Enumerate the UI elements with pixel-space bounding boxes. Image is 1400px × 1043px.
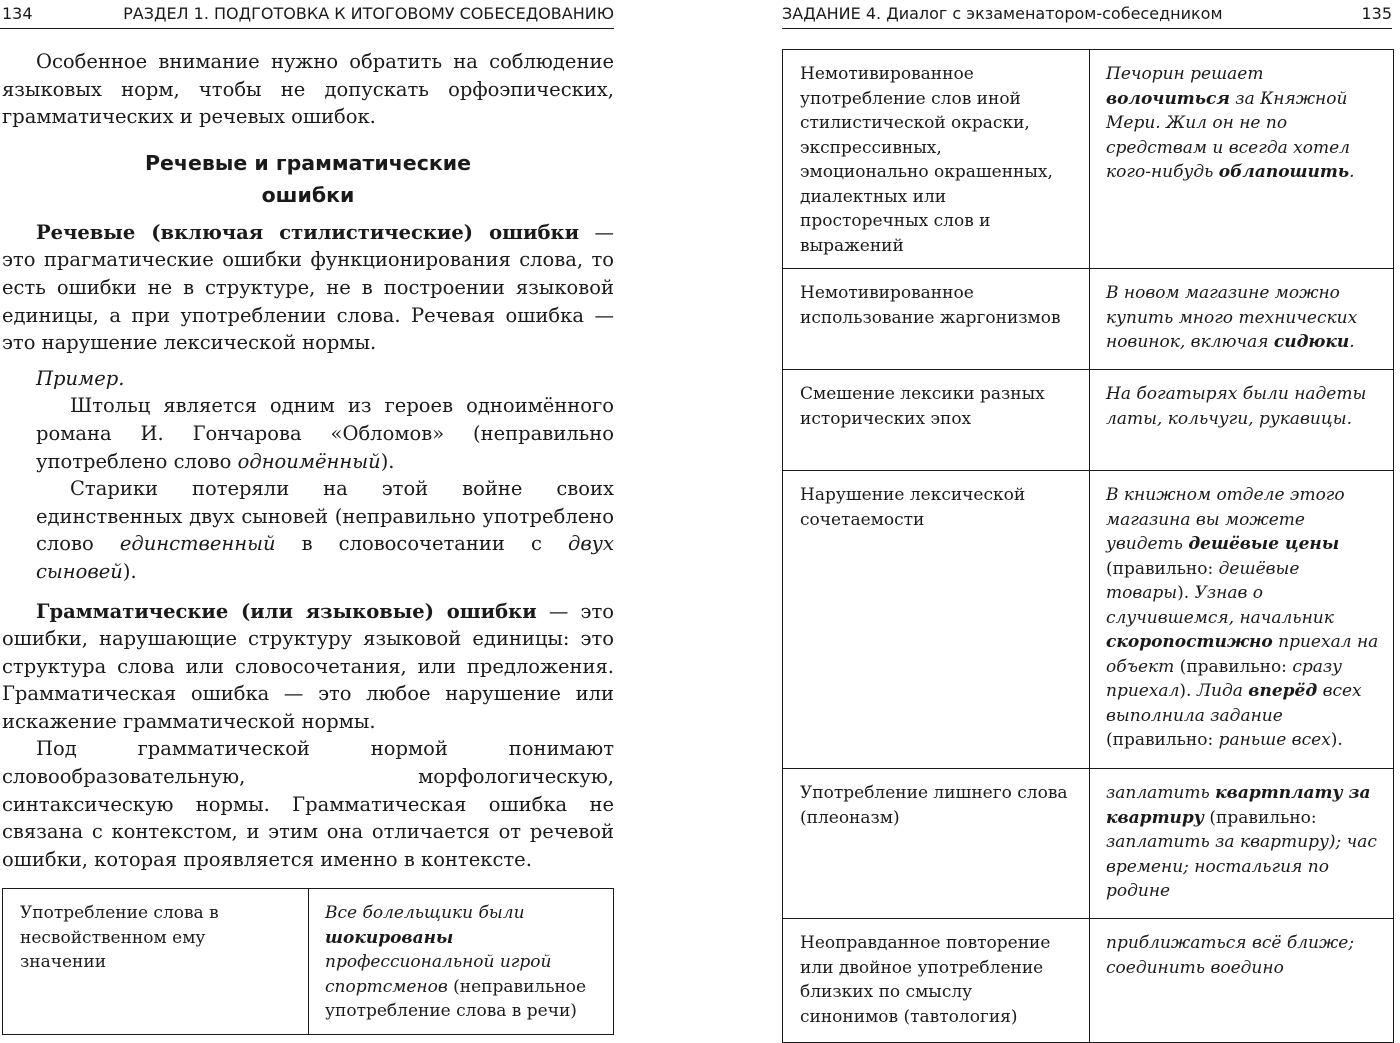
left-running-title: РАЗДЕЛ 1. ПОДГОТОВКА К ИТОГОВОМУ СОБЕСЕДОВАНИЮ (123, 4, 614, 23)
error-example-cell (1090, 769, 1394, 919)
example-part: раньше всех (1218, 730, 1331, 750)
error-example-cell (1090, 50, 1394, 269)
section-heading (2, 147, 614, 211)
grammar-errors-term: Грамматические (или языковые) ошибки (36, 599, 537, 623)
example-part: за Княжной Мери. Жил он не по средствам и всегда хотел кого-нибудь (1106, 88, 1350, 182)
error-example-cell: приближаться всё ближе; соединить воедино (1090, 919, 1394, 1043)
grammar-errors-definition: — это ошибки, нарушающие структуру языковой единицы: это структура слова или словосочетания, или предложения. Грамматическая ошибка — это любое нарушение или искажение грамматической нормы. (2, 599, 614, 733)
left-page (0, 0, 620, 1032)
example-block (2, 365, 614, 586)
example-2-word2: двух сыновей (36, 532, 614, 583)
speech-errors-paragraph (2, 219, 614, 357)
error-example-cell (1090, 269, 1394, 370)
example-label: Пример. (36, 366, 125, 390)
example-part: Лида (1191, 681, 1249, 701)
error-example-cell (309, 889, 614, 1035)
error-type-cell: Немотивированное употребление слов иной стилистической окраски, экспрессивных, эмоционально окрашенных, диалектных или просторечных слов и выражений (783, 50, 1090, 269)
example-1-text: Штольц является одним из героев одноимённого романа И. Гончарова «Обломов» (неправильно употреблено слово (36, 394, 614, 473)
left-error-table (2, 888, 614, 1035)
table-row (783, 769, 1394, 919)
table-row (783, 370, 1394, 471)
example-part: . (1349, 162, 1355, 182)
example-part: всех выполнила задание (1106, 681, 1362, 726)
example-1 (36, 392, 614, 475)
example-part: профессиональной игрой спортсменов (325, 952, 552, 997)
right-page (782, 0, 1400, 1032)
error-type-cell: Нарушение лексической сочетаемости (783, 471, 1090, 769)
example-part: Узнав о случившемся, начальник (1106, 583, 1334, 628)
example-part: Печорин решает (1106, 64, 1264, 84)
example-part: сразу приехал (1106, 656, 1342, 701)
table-row (783, 50, 1394, 269)
example-comment: (правильно: (1106, 730, 1219, 750)
example-part: заплатить за квартиру (1106, 832, 1329, 852)
example-highlight: вперёд (1248, 681, 1318, 701)
example-2-text: Старики потеряли на этой войне своих единственных двух сыновей (неправильно употреблено слово (36, 477, 614, 556)
example-2 (36, 475, 614, 585)
error-type-cell: Употребление лишнего слова (плеоназм) (783, 769, 1090, 919)
example-comment: ). (1179, 681, 1192, 701)
example-highlight: дешёвые цены (1188, 534, 1340, 554)
error-type-cell: Употребление слова в несвойственном ему значении (3, 889, 309, 1035)
example-highlight: квартплату за квартиру (1106, 783, 1371, 828)
example-2-end: ). (122, 559, 137, 583)
error-type-cell: Немотивированное использование жаргонизмов (783, 269, 1090, 370)
right-running-title: ЗАДАНИЕ 4. Диалог с экзаменатором-собеседником (782, 4, 1223, 23)
left-body-text (2, 48, 614, 873)
intro-paragraph: Особенное внимание нужно обратить на соблюдение языковых норм, чтобы не допускать орфоэпических, грамматических и речевых ошибок. (2, 50, 614, 129)
example-comment: ). (1330, 730, 1343, 750)
speech-errors-definition: — это прагматические ошибки функционирования слова, то есть ошибки не в структуре, не в построении языковой единицы, а при употреблении слова. Речевая ошибка — это нарушение лексической нормы. (2, 220, 614, 355)
example-highlight: скоропостижно (1106, 632, 1273, 652)
example-part: В новом магазине можно купить много технических новинок, включая (1106, 283, 1358, 352)
example-part: заплатить (1106, 783, 1216, 803)
example-2-mid: в словосочетании с (275, 532, 568, 556)
example-comment: (правильно: (1106, 558, 1219, 579)
example-part: приехал на объект (1106, 632, 1379, 677)
example-highlight: сидюки (1273, 332, 1350, 352)
example-highlight: волочиться (1106, 88, 1230, 109)
right-page-number: 135 (1361, 4, 1392, 23)
example-part: В книжном отделе этого магазина вы можете увидеть (1106, 485, 1345, 554)
example-comment: (неправильное употребление слова в речи) (325, 976, 587, 1021)
right-error-table (782, 49, 1394, 1043)
table-row (783, 269, 1394, 370)
table-row (3, 889, 614, 1035)
example-part: ); час времени; ностальгия по родине (1106, 832, 1377, 901)
section-heading-line1: Речевые и грамматические (144, 150, 472, 175)
example-1-end: ). (380, 449, 395, 473)
example-highlight: облапошить (1218, 162, 1350, 182)
example-part: . (1349, 332, 1355, 352)
grammar-errors-paragraph (2, 598, 614, 736)
table-row (783, 471, 1394, 769)
error-example-cell (1090, 471, 1394, 769)
section-heading-line2: ошибки (261, 182, 355, 207)
example-part: дешёвые товары (1106, 558, 1300, 603)
speech-errors-term: Речевые (включая стилистические) ошибки (36, 220, 580, 244)
grammar-norm-paragraph: Под грамматической нормой понимают словообразовательную, морфологическую, синтаксическую нормы. Грамматическая ошибка не связана с контекстом, и этим она отличается от речевой ошибки, которая проявляется именно в контексте. (2, 737, 614, 871)
error-type-cell: Смешение лексики разных исторических эпох (783, 370, 1090, 471)
error-type-cell: Неоправданное повторение или двойное употребление близких по смыслу синонимов (тавтология) (783, 919, 1090, 1043)
example-1-word: одноимённый (237, 449, 381, 473)
right-running-head (782, 2, 1392, 29)
example-2-word1: единственный (119, 532, 276, 556)
left-page-number: 134 (2, 4, 33, 23)
example-highlight: шокированы (325, 927, 454, 948)
left-running-head (0, 2, 614, 29)
table-row (783, 919, 1394, 1043)
example-comment: ). (1177, 583, 1190, 603)
example-comment: (правильно: (1203, 807, 1317, 828)
example-part: Все болельщики были (325, 903, 525, 923)
error-example-cell: На богатырях были надеты латы, кольчуги, рукавицы. (1090, 370, 1394, 471)
example-comment: (правильно: (1174, 656, 1293, 677)
